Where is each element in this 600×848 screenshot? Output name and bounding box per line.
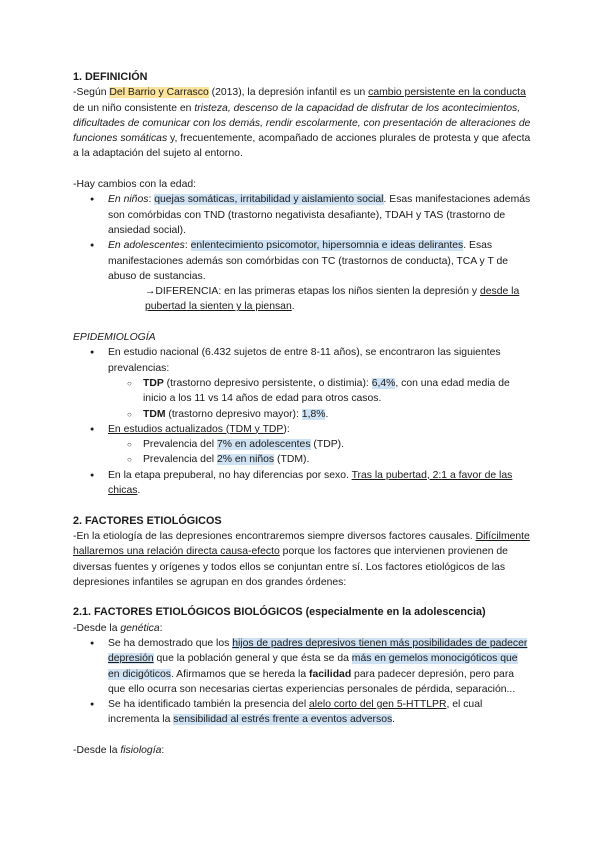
text: (TDP). <box>310 439 345 451</box>
changes-intro: -Hay cambios con la edad: <box>73 179 197 191</box>
physiology-intro <box>73 743 531 758</box>
text: Se ha demostrado que los <box>108 637 233 649</box>
text: . <box>291 301 295 313</box>
text: -Desde la <box>73 622 121 634</box>
highlight-text: quejas somáticas, irritabilidad y aislamiento social <box>154 194 384 206</box>
list-item-heredity <box>73 636 531 697</box>
document-page <box>73 70 531 758</box>
text: (trastorno depresivo mayor): <box>165 408 302 420</box>
etiology-paragraph <box>73 529 531 590</box>
list-item-ninos <box>73 192 531 238</box>
list-item-national-study <box>73 345 531 421</box>
definition-paragraph <box>73 85 531 161</box>
section-heading-definicion: 1. DEFINICIÓN <box>73 71 148 83</box>
text: En la etapa prepuberal, no hay diferencias por sexo. <box>108 469 352 481</box>
underlined-text: Difícilmente hallaremos una relación directa causa-efecto <box>73 530 530 558</box>
italic-text: fisiología <box>120 745 162 757</box>
italic-text: tristeza, descenso de la capacidad de disfrutar de los acontecimientos, dificultades de comunicar con los demás, rendir escolarmente, con presentación de alteraciones de funciones somáticas <box>73 102 531 145</box>
text: , con una edad media de inicio a los 11 vs 14 años de edad para otros casos. <box>143 377 510 405</box>
highlight-text: 1,8% <box>301 408 326 420</box>
text: (2013), la depresión infantil es un <box>208 87 369 99</box>
list-item-adolescentes <box>73 238 531 284</box>
text: porque los factores que intervienen provienen de diversas fuentes y orígenes y todos ellos se conjuntan entre sí. Los factores etiológicos de las depresiones infantiles se agrupan en dos grandes órdenes: <box>73 546 508 588</box>
underlined-text: Tras la pubertad, 2:1 a favor de las chicas <box>108 469 513 497</box>
bold-label: TDP <box>143 377 164 389</box>
bold-label: TDM <box>143 408 166 420</box>
text: -En la etiología de las depresiones encontraremos siempre diversos factores causales. <box>73 530 476 542</box>
genetics-intro <box>73 621 531 636</box>
epidemiology-heading: EPIDEMIOLOGÍA <box>73 332 156 344</box>
text: (trastorno depresivo persistente, o distimia): <box>163 377 372 389</box>
prevalence-sublist <box>108 376 531 422</box>
highlight-text: 2% en niños <box>216 454 275 466</box>
text: En estudio nacional (6.432 sujetos de entre 8-11 años), se encontraron las siguientes prevalencias: <box>108 347 501 374</box>
text: . <box>137 485 141 497</box>
sublist-item-tdm <box>108 407 531 422</box>
text: : <box>161 745 165 757</box>
list-item-allele <box>73 697 531 728</box>
italic-label: En niños <box>108 194 149 206</box>
text: : <box>159 622 163 634</box>
text: Prevalencia del <box>143 454 217 466</box>
highlight-text: 7% en adolescentes <box>216 439 311 451</box>
highlight-text: 6,4% <box>371 377 396 389</box>
highlight-text: más en gemelos monocigóticos que en dicigóticos <box>108 653 518 680</box>
text: . <box>392 714 396 726</box>
underlined-text: alelo corto del gen 5-HTTLPR <box>309 699 447 711</box>
text: →DIFERENCIA: en las primeras etapas los niños sienten la depresión y <box>145 286 480 298</box>
sublist-item-prevalence-children <box>108 452 531 467</box>
section-heading-factores: 2. FACTORES ETIOLÓGICOS <box>73 514 222 527</box>
text: ): <box>283 423 290 435</box>
highlight-author: Del Barrio y Carrasco <box>109 87 209 99</box>
text: Se ha identificado también la presencia del <box>108 699 310 711</box>
sublist-item-prevalence-adolescents <box>108 437 531 452</box>
updated-prevalence-sublist <box>108 437 531 468</box>
text: que la población general y que ésta se da <box>153 653 352 665</box>
underlined-text: desde la pubertad la sienten y la piensan <box>145 286 520 313</box>
text: , el cual incrementa la <box>108 699 483 726</box>
sublist-item-tdp <box>108 376 531 407</box>
highlight-text: sensibilidad al estrés frente a eventos adversos <box>173 714 393 726</box>
underlined-text: cambio persistente en la conducta <box>368 87 526 99</box>
text: . Esas manifestaciones además son comórbidas con TND (trastorno negativista desafiante), TDAH y TAS (trastorno de ansiedad social). <box>108 194 531 236</box>
text: . Esas manifestaciones además son comórbidas con TC (trastornos de conducta), TCA y T de abuso de sustancias. <box>108 240 509 282</box>
text: : <box>148 194 155 206</box>
underlined-text: En estudios actualizados (TDM y TDP <box>108 423 284 435</box>
section-heading-biological: 2.1. FACTORES ETIOLÓGICOS BIOLÓGICOS (especialmente en la adolescencia) <box>73 606 486 619</box>
text: de un niño consistente en <box>73 102 195 114</box>
text: : <box>184 240 191 252</box>
text: . Afirmamos que se hereda la <box>170 668 310 680</box>
age-changes-list <box>73 192 531 284</box>
epidemiology-list <box>73 345 531 498</box>
bold-text: facilidad <box>309 668 352 680</box>
text: Prevalencia del <box>143 439 217 451</box>
text: (TDM). <box>274 454 310 466</box>
italic-text: genética <box>120 622 160 634</box>
highlight-text: enlentecimiento psicomotor, hipersomnia e ideas delirantes <box>190 240 464 252</box>
text: -Según <box>73 87 110 99</box>
highlight-underlined-text: hijos de padres depresivos tienen más posibilidades de padecer depresión <box>108 637 528 665</box>
list-item-updated-studies <box>73 422 531 468</box>
text: y, frecuentemente, acompañado de acciones plurales de protesta y que afecta a la adaptación del sujeto al entorno. <box>73 133 531 160</box>
list-item-prepubertal <box>73 468 531 499</box>
text: . <box>325 408 329 420</box>
italic-label: En adolescentes <box>108 240 185 252</box>
difference-note <box>73 284 531 315</box>
genetics-list <box>73 636 531 728</box>
text: para padecer depresión, pero para que ello ocurra son necesarias ciertas experiencias personales de pérdida, separación... <box>108 668 516 695</box>
text: -Desde la <box>73 745 121 757</box>
